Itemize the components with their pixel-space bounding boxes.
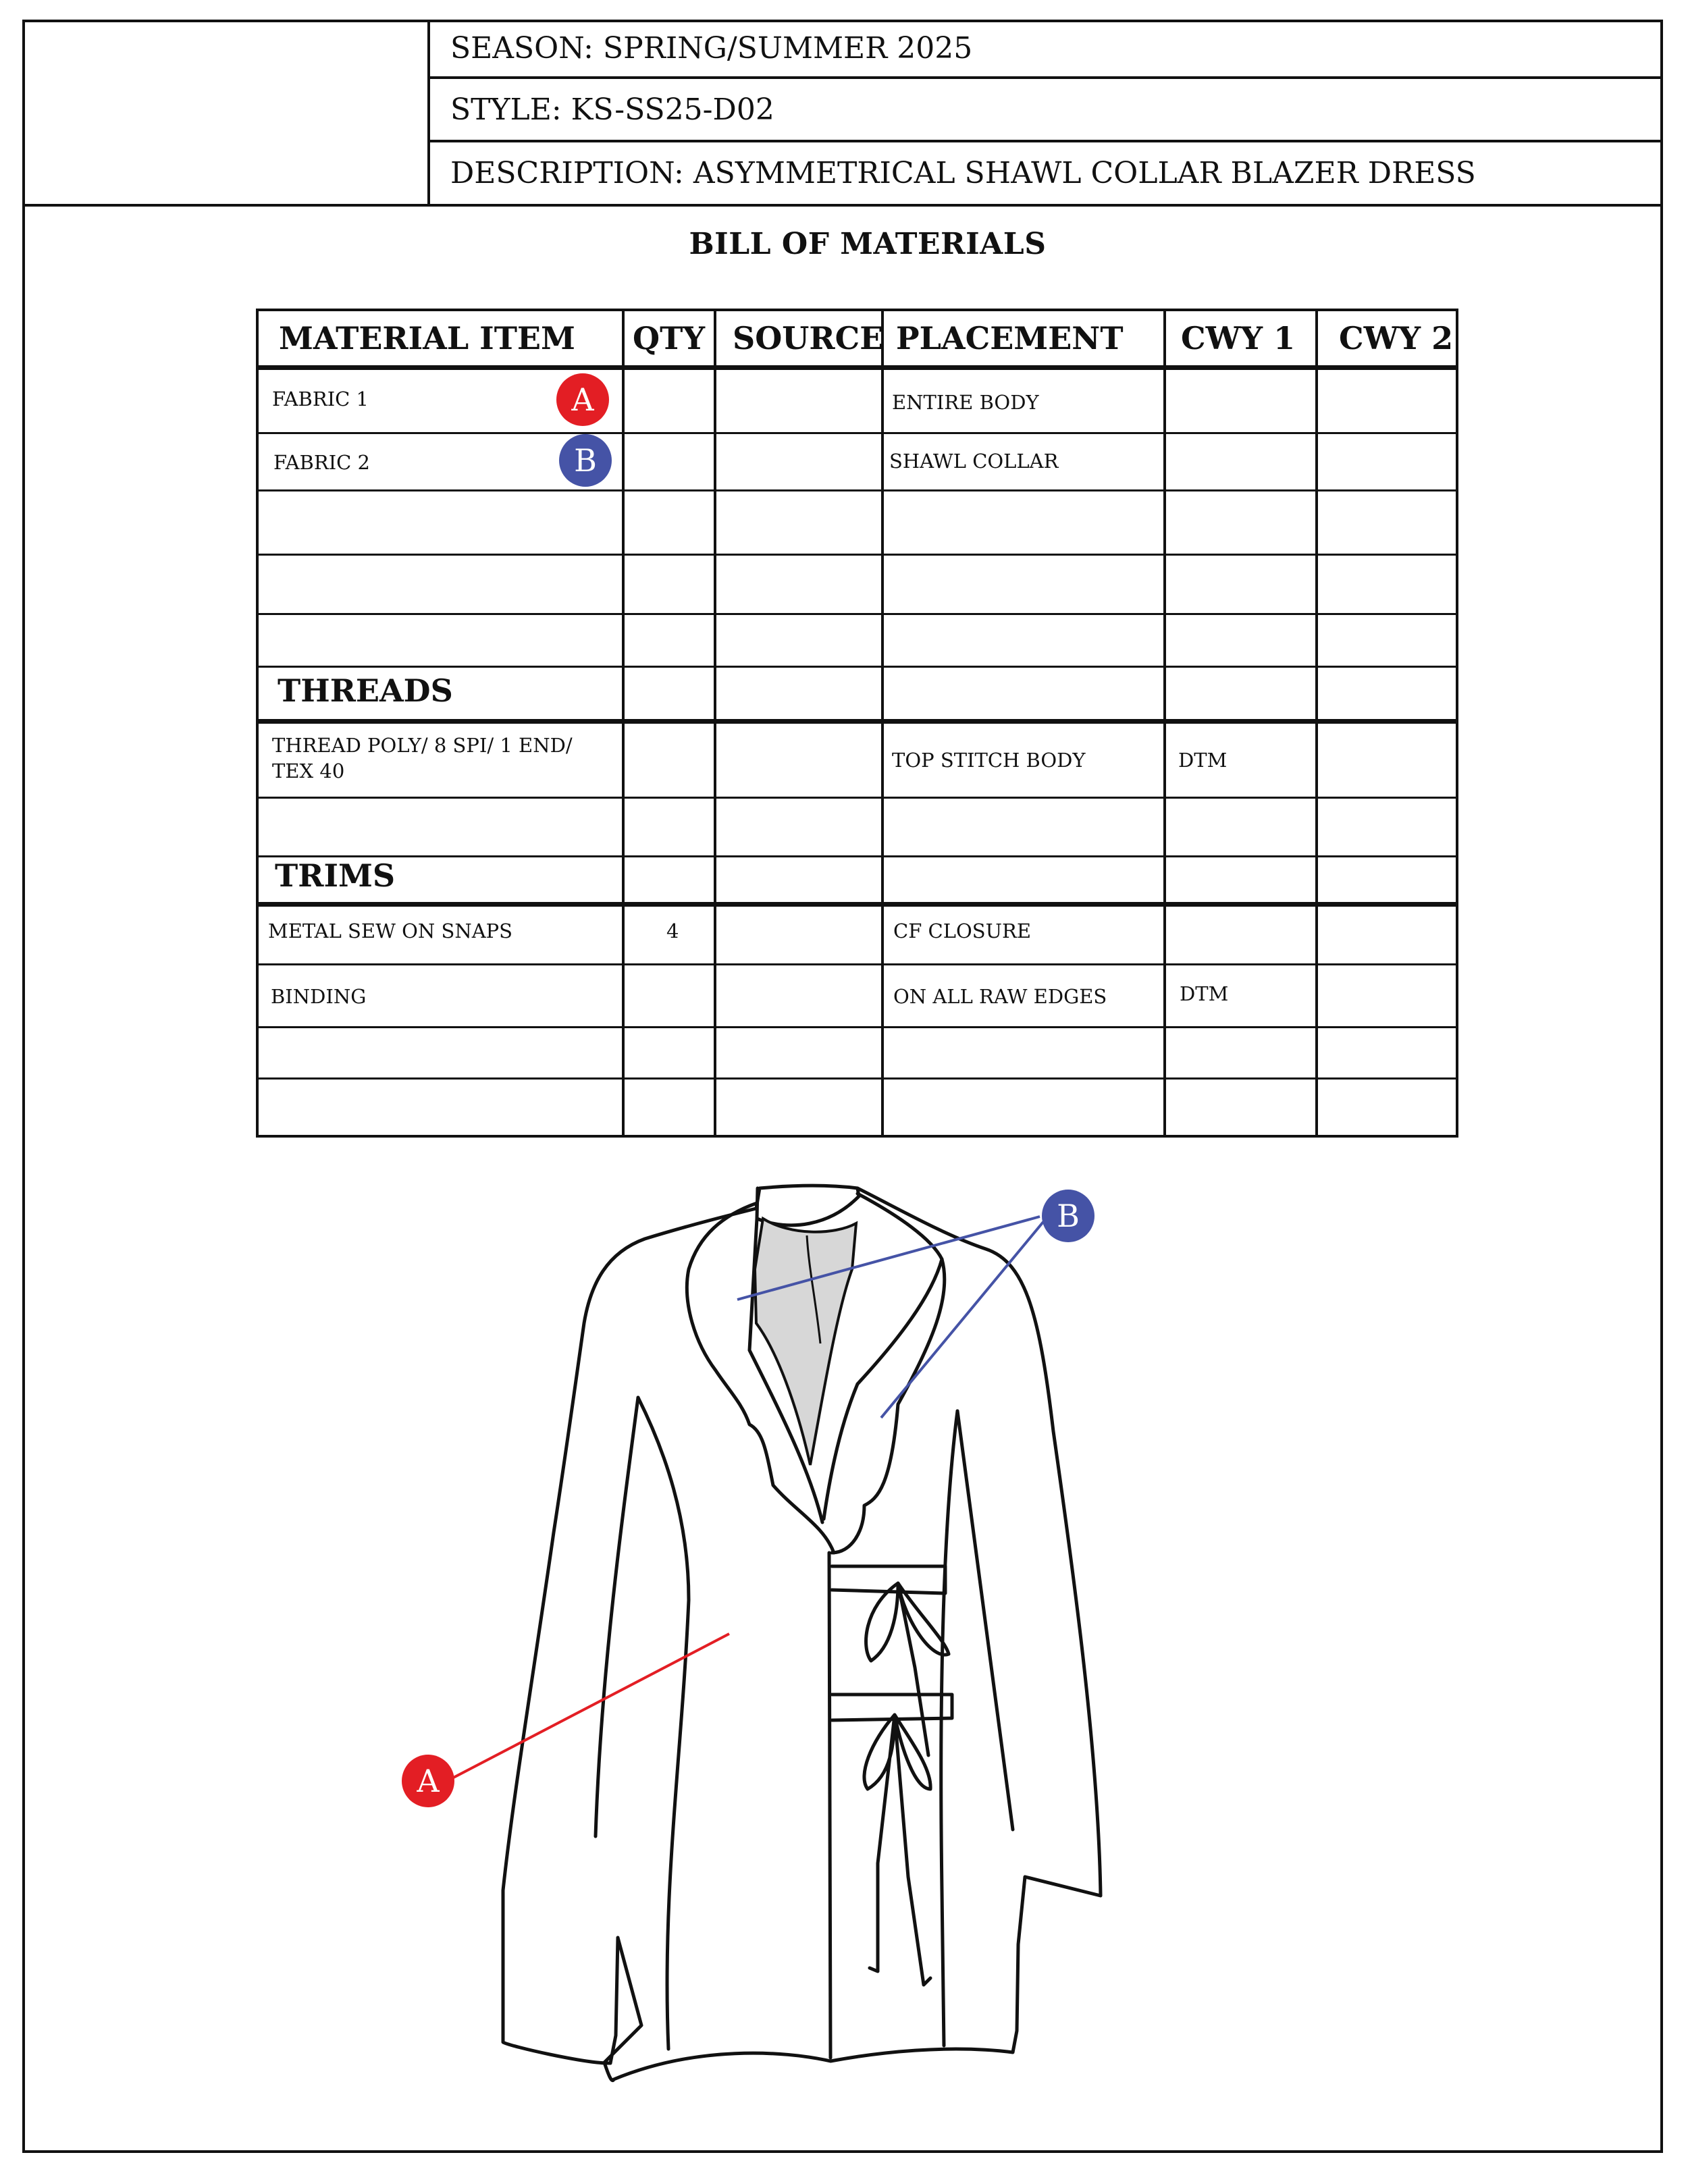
fabric-1-item: FABRIC 1 <box>272 388 369 410</box>
page-title: BILL OF MATERIALS <box>689 227 1047 261</box>
thread-1-placement: TOP STITCH BODY <box>892 749 1086 772</box>
header-source: SOURCE <box>733 320 884 356</box>
style-field: STYLE: KS-SS25-D02 <box>430 79 1663 142</box>
header-qty: QTY <box>633 320 706 356</box>
header-material-item: MATERIAL ITEM <box>279 320 575 356</box>
thread-1-item-line1: THREAD POLY/ 8 SPI/ 1 END/ <box>272 734 573 757</box>
fabric-1-placement: ENTIRE BODY <box>892 391 1039 414</box>
description-field: DESCRIPTION: ASYMMETRICAL SHAWL COLLAR BLAZER DRESS <box>430 142 1663 207</box>
trim-1-item: METAL SEW ON SNAPS <box>268 920 513 942</box>
marker-b-icon: B <box>559 434 612 487</box>
trim-1-qty: 4 <box>666 920 679 942</box>
header-placement: PLACEMENT <box>896 320 1124 356</box>
fabric-2-placement: SHAWL COLLAR <box>889 450 1059 473</box>
header-cwy2: CWY 2 <box>1339 320 1454 356</box>
upper-bow <box>866 1583 949 1755</box>
lower-bow <box>864 1715 930 1985</box>
marker-a-icon: A <box>556 373 609 426</box>
season-field: SEASON: SPRING/SUMMER 2025 <box>430 20 1663 79</box>
right-side-panel <box>941 1411 957 2046</box>
threads-section-label: THREADS <box>278 672 453 709</box>
trim-2-item: BINDING <box>271 985 367 1008</box>
left-sleeve-edge <box>596 1397 638 1836</box>
callout-b-label: B <box>1057 1198 1080 1234</box>
trim-2-placement: ON ALL RAW EDGES <box>893 985 1107 1008</box>
left-side-panel <box>638 1397 689 2049</box>
callout-a-label: A <box>417 1763 440 1799</box>
center-front-wrap <box>829 1553 830 2058</box>
thread-1-item-line2: TEX 40 <box>272 760 345 782</box>
fabric-2-item: FABRIC 2 <box>273 451 371 474</box>
trim-2-cwy1: DTM <box>1180 982 1229 1005</box>
header-cwy1: CWY 1 <box>1181 320 1296 356</box>
collar-stand <box>757 1188 859 1225</box>
right-sleeve-edge <box>957 1411 1013 1830</box>
trims-section-label: TRIMS <box>275 857 396 894</box>
thread-1-cwy1: DTM <box>1178 749 1228 772</box>
callout-a-leader <box>447 1634 729 1781</box>
callout-b-leader-2 <box>881 1222 1043 1418</box>
trim-1-placement: CF CLOSURE <box>893 920 1032 942</box>
